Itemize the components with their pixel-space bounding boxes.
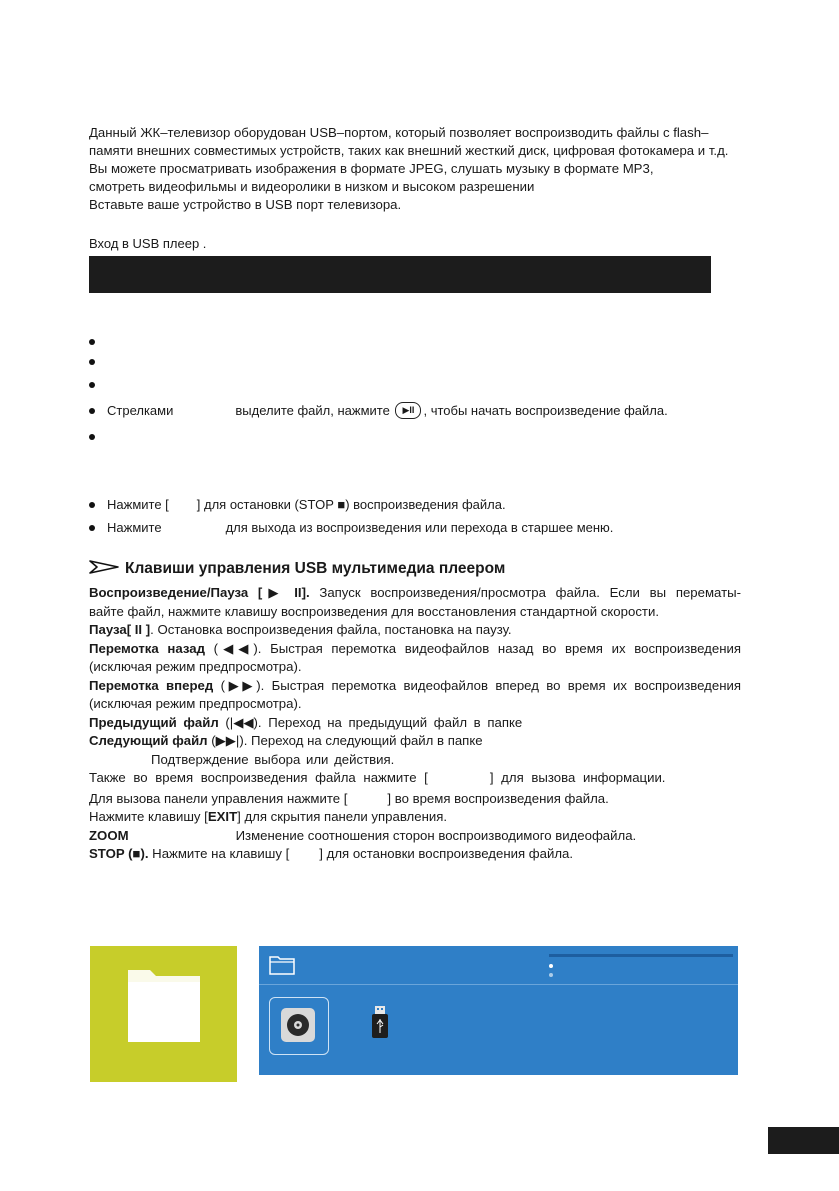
browser-header	[259, 946, 738, 985]
bullet-7	[89, 520, 613, 535]
play-pause-icon: ▶II	[395, 402, 421, 419]
disc-drive-icon	[279, 1006, 317, 1044]
folder-icon	[269, 955, 295, 975]
key-rewind: Перемотка назад (◀◀). Быстрая перемотка видеофайлов назад во время их воспроизведения	[89, 640, 741, 656]
bullet-5	[89, 429, 107, 444]
key-zoom: ZOOM Изменение соотношения сторон воспроизводимого видеофайла.	[89, 827, 637, 843]
bullet-7-text-b: для выхода из воспроизведения или перехода в старшее меню.	[225, 520, 614, 535]
section-title: Клавиши управления USB мультимедиа плеером	[125, 560, 506, 577]
indicator-dot	[549, 973, 553, 977]
key-rewind-cont: (исключая режим предпросмотра).	[89, 659, 302, 674]
key-stop: STOP (■). Нажмите на клавишу [ ] для остановки воспроизведения файла.	[89, 846, 574, 861]
bullet-dot	[89, 339, 95, 345]
bullet-4-text-a: Стрелками	[107, 403, 174, 418]
bullet-4-text-c: , чтобы начать воспроизведение файла.	[423, 403, 668, 418]
bullet-dot	[89, 502, 95, 508]
section-heading	[89, 560, 505, 578]
bullet-6-text-b: ] для остановки (STOP ■) воспроизведения файла.	[196, 497, 506, 512]
key-exit: Нажмите клавишу [EXIT] для скрытия панели управления.	[89, 809, 448, 824]
bullet-6	[89, 497, 506, 512]
header-progress-line	[549, 954, 733, 957]
bullet-6-text-a: Нажмите [	[107, 497, 169, 512]
intro-line: смотреть видеофильмы и видеоролики в низком и высоком разрешении	[89, 179, 535, 194]
folder-tile[interactable]	[90, 946, 237, 1082]
key-play: Воспроизведение/Пауза [▶ II]. Запуск воспроизведения/просмотра файла. Если вы перематы-	[89, 585, 741, 600]
intro-line: Данный ЖК–телевизор оборудован USB–портом, который позволяет воспроизводить файлы с flash–	[89, 125, 709, 140]
folder-icon	[90, 946, 237, 1082]
bullet-1	[89, 334, 107, 349]
selected-item-frame[interactable]	[269, 997, 329, 1055]
key-prev: Предыдущий файл (|◀◀). Переход на предыдущий файл в папке	[89, 714, 523, 730]
bullet-dot	[89, 382, 95, 388]
bullet-3	[89, 377, 107, 392]
usb-drive-icon[interactable]	[371, 1006, 389, 1040]
key-info: Также во время воспроизведения файла нажмите [ ] для вызова информации.	[89, 770, 666, 785]
media-browser-screen	[259, 946, 738, 1075]
intro-line: Вставьте ваше устройство в USB порт телевизора.	[89, 197, 402, 212]
bullet-dot	[89, 359, 95, 365]
usb-entry-text: Вход в USB плеер .	[89, 236, 207, 251]
page-number-tab	[768, 1127, 839, 1154]
section-bar	[89, 256, 711, 293]
keys-list	[89, 584, 741, 864]
bullet-4-text-b: выделите файл, нажмите	[235, 403, 390, 418]
bullet-dot	[89, 408, 95, 414]
bullet-7-text-a: Нажмите	[107, 520, 162, 535]
key-forward: Перемотка вперед (▶▶). Быстрая перемотка видеофайлов вперед во время их воспроизведения	[89, 677, 741, 693]
key-play-cont: вайте файл, нажмите клавишу воспроизведения для восстановления стандартной скорости.	[89, 603, 659, 619]
intro-line: памяти внешних совместимых устройств, таких как внешний жесткий диск, цифровая фотокамера и т.д.	[89, 143, 729, 158]
key-ok: Подтверждение выбора или действия.	[151, 751, 395, 767]
intro-line: Вы можете просматривать изображения в формате JPEG, слушать музыку в формате MP3,	[89, 161, 654, 176]
key-pause: Пауза[ II ]. Остановка воспроизведения файла, постановка на паузу.	[89, 622, 512, 637]
intro-paragraph	[89, 124, 728, 214]
bullet-4	[89, 403, 668, 420]
bullet-2	[89, 354, 107, 369]
indicator-dot	[549, 964, 553, 968]
arrow-icon	[89, 560, 119, 574]
key-next: Следующий файл (▶▶|). Переход на следующий файл в папке	[89, 733, 483, 748]
key-forward-cont: (исключая режим предпросмотра).	[89, 696, 302, 711]
key-panel: Для вызова панели управления нажмите [ ] во время воспроизведения файла.	[89, 790, 609, 806]
bullet-dot	[89, 434, 95, 440]
bullet-dot	[89, 525, 95, 531]
